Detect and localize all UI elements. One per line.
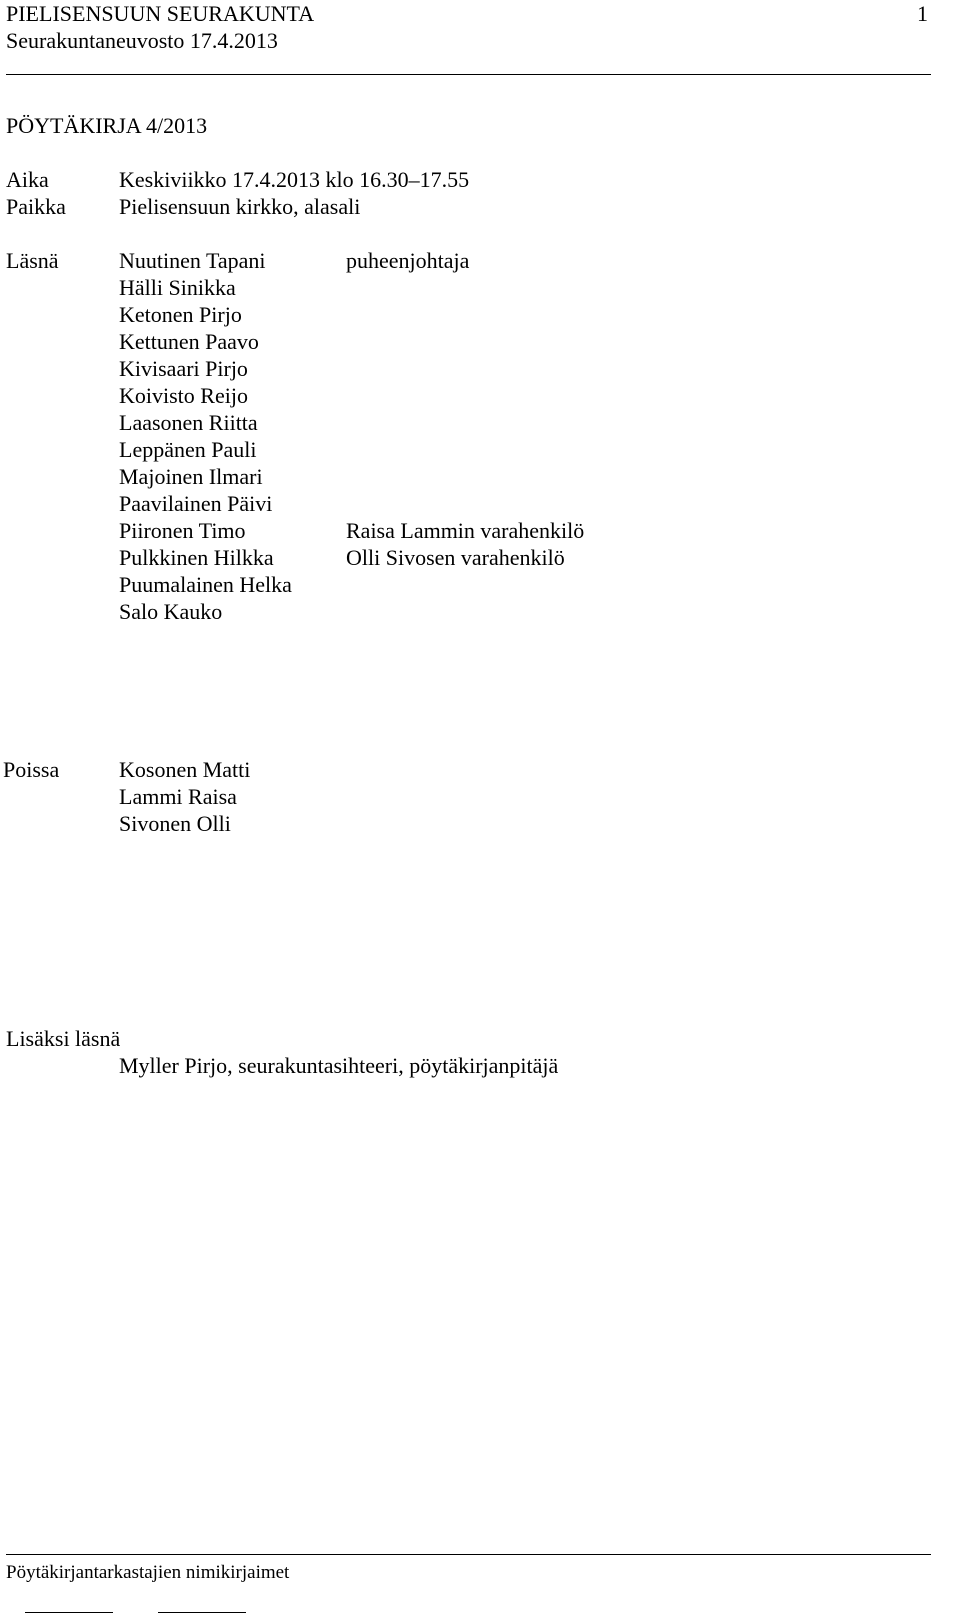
present-member-name: Hälli Sinikka [119, 275, 236, 300]
page-number: 1 [917, 1, 928, 26]
time-label: Aika [6, 167, 49, 192]
present-member-name: Piironen Timo [119, 518, 246, 543]
present-member-name: Kettunen Paavo [119, 329, 259, 354]
present-member-name: Pulkkinen Hilkka [119, 545, 274, 570]
present-member-note: Raisa Lammin varahenkilö [346, 518, 585, 543]
present-member-name: Kivisaari Pirjo [119, 356, 248, 381]
present-member-name: Laasonen Riitta [119, 410, 258, 435]
absent-member-name: Kosonen Matti [119, 757, 251, 782]
present-member-name: Paavilainen Päivi [119, 491, 273, 516]
present-member-name: Leppänen Pauli [119, 437, 257, 462]
signatures-label: Pöytäkirjantarkastajien nimikirjaimet [6, 1562, 290, 1583]
document-title: PÖYTÄKIRJA 4/2013 [6, 113, 208, 138]
header-rule [6, 74, 931, 75]
also-present-value: Myller Pirjo, seurakuntasihteeri, pöytäkirjanpitäjä [119, 1053, 559, 1078]
place-label: Paikka [6, 194, 66, 219]
absent-member-name: Lammi Raisa [119, 784, 237, 809]
present-member-name: Majoinen Ilmari [119, 464, 263, 489]
present-label: Läsnä [6, 248, 59, 273]
present-member-note: Olli Sivosen varahenkilö [346, 545, 565, 570]
absent-label: Poissa [3, 757, 60, 782]
present-member-note: puheenjohtaja [346, 248, 470, 273]
absent-member-name: Sivonen Olli [119, 811, 231, 836]
also-present-label: Lisäksi läsnä [6, 1026, 121, 1051]
signature-line-2 [158, 1612, 246, 1613]
present-member-name: Nuutinen Tapani [119, 248, 266, 273]
present-member-name: Ketonen Pirjo [119, 302, 242, 327]
signature-line-1 [25, 1612, 113, 1613]
meeting-name: Seurakuntaneuvosto 17.4.2013 [6, 28, 278, 53]
place-value: Pielisensuun kirkko, alasali [119, 194, 361, 219]
org-name: PIELISENSUUN SEURAKUNTA [6, 1, 315, 26]
present-member-name: Salo Kauko [119, 599, 223, 624]
footer-rule [6, 1554, 931, 1555]
present-member-name: Puumalainen Helka [119, 572, 292, 597]
present-member-name: Koivisto Reijo [119, 383, 248, 408]
time-value: Keskiviikko 17.4.2013 klo 16.30–17.55 [119, 167, 470, 192]
